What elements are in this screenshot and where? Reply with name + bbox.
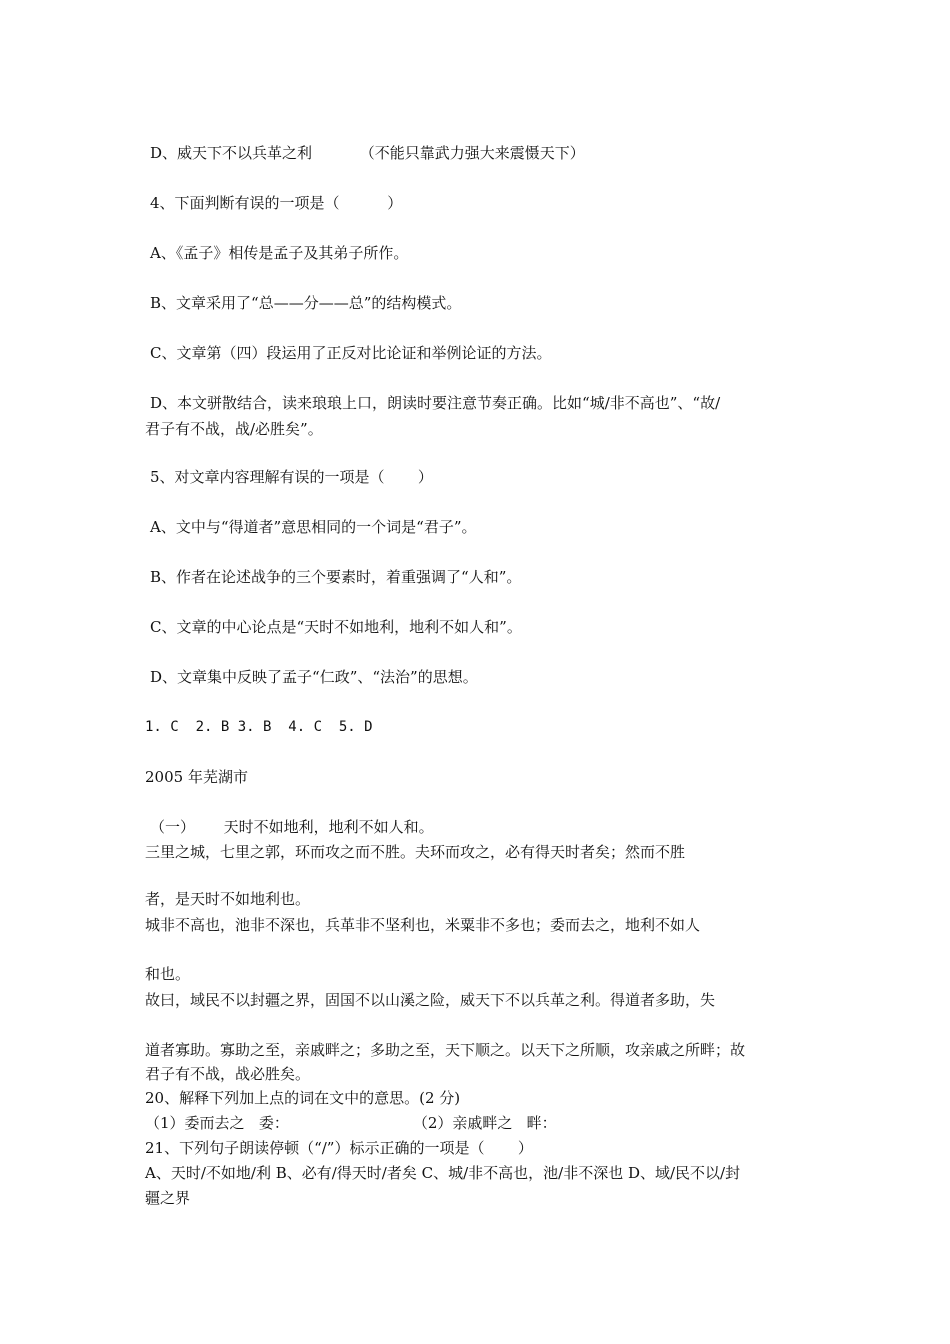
passage-paragraph-3-end: 君子有不战，战必胜矣。 <box>145 1065 311 1083</box>
q5-option-d: D、文章集中反映了孟子“仁政”、“法治”的思想。 <box>150 668 478 686</box>
q4-option-d-continued: 君子有不战，战/必胜矣”。 <box>145 420 323 438</box>
section-heading: 2005 年芜湖市 <box>145 768 248 786</box>
passage-paragraph-3: 故曰，域民不以封疆之界，固国不以山溪之险，威天下不以兵革之利。得道者多助，失 <box>145 991 716 1009</box>
q4-option-b: B、文章采用了“总——分——总”的结构模式。 <box>150 294 462 312</box>
question-21-options-end: 疆之界 <box>145 1189 191 1207</box>
q4-option-d: D、本文骈散结合，读来琅琅上口，朗读时要注意节奏正确。比如“城/非不高也”、“故/ <box>150 394 721 412</box>
passage-title: （一） 天时不如地利，地利不如人和。 <box>150 818 434 836</box>
passage-paragraph-2: 城非不高也，池非不深也，兵革非不坚利也，米粟非不多也；委而去之，地利不如人 <box>145 916 701 934</box>
option-d-line: D、威天下不以兵革之利 （不能只靠武力强大来震慑天下） <box>150 144 585 162</box>
question-20-items: （1）委而去之 委： （2）亲戚畔之 畔： <box>145 1114 557 1132</box>
q5-option-b: B、作者在论述战争的三个要素时，着重强调了“人和”。 <box>150 568 522 586</box>
q5-option-c: C、文章的中心论点是“天时不如地利，地利不如人和”。 <box>150 618 522 636</box>
question-20: 20、解释下列加上点的词在文中的意思。(2 分) <box>145 1089 461 1107</box>
q4-option-c: C、文章第（四）段运用了正反对比论证和举例论证的方法。 <box>150 344 552 362</box>
passage-paragraph-2-end: 和也。 <box>145 965 191 983</box>
answer-key: 1. C 2. B 3. B 4. C 5. D <box>145 719 373 735</box>
question-5: 5、对文章内容理解有误的一项是（ ） <box>150 468 433 486</box>
q4-option-a: A、《孟子》相传是孟子及其弟子所作。 <box>150 244 409 262</box>
passage-paragraph-3-cont: 道者寡助。寡助之至，亲戚畔之；多助之至，天下顺之。以天下之所顺，攻亲戚之所畔；故 <box>145 1041 746 1059</box>
passage-paragraph-1: 三里之城，七里之郭，环而攻之而不胜。夫环而攻之，必有得天时者矣；然而不胜 <box>145 843 686 861</box>
q5-option-a: A、文中与“得道者”意思相同的一个词是“君子”。 <box>150 518 477 536</box>
question-21: 21、下列句子朗读停顿（“/”）标示正确的一项是（ ） <box>145 1139 533 1157</box>
question-4: 4、下面判断有误的一项是（ ） <box>150 194 403 212</box>
passage-paragraph-1-end: 者，是天时不如地利也。 <box>145 890 311 908</box>
question-21-options: A、天时/不如地/利 B、必有/得天时/者矣 C、城/非不高也，池/非不深也 D、域/民不以/封 <box>145 1164 741 1182</box>
